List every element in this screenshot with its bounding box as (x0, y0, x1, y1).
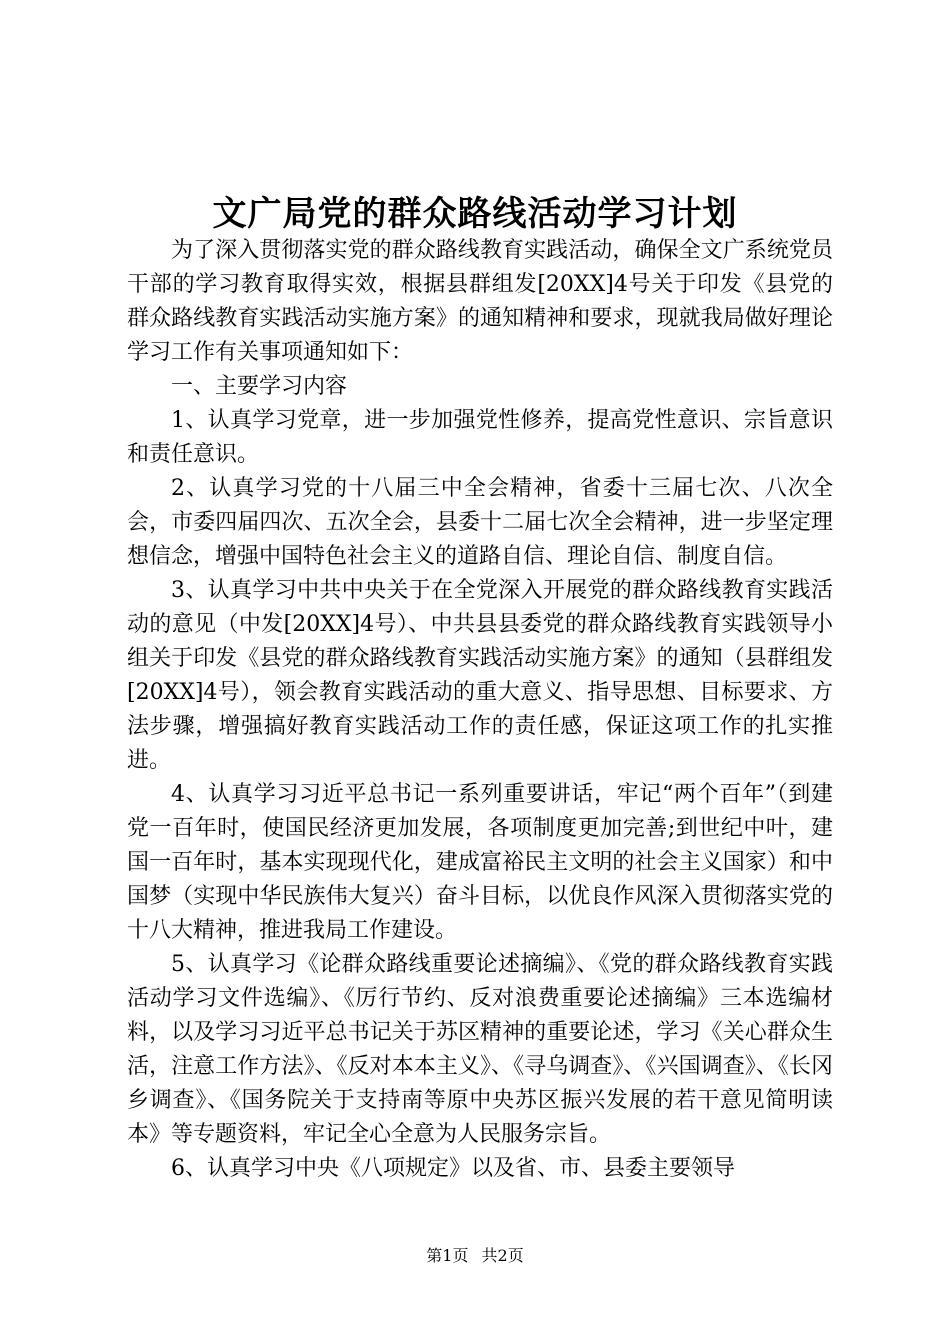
list-item: 3、认真学习中共中央关于在全党深入开展党的群众路线教育实践活动的意见（中发[20XX]4号）、中共县县委党的群众路线教育实践领导小组关于印发《县党的群众路线教育实践活动实施方案》的通知（县群组发[20XX]4号），领会教育实践活动的重大意义、指导思想、目标要求、方法步骤，增强搞好教育实践活动工作的责任感，保证这项工作的扎实推进。 (127, 578, 833, 773)
page-total: 共2页 (481, 1246, 524, 1265)
section-heading: 一、主要学习内容 (171, 374, 348, 399)
list-item: 4、认真学习习近平总书记一系列重要讲话，牢记“两个百年”（到建党一百年时，使国民经济更加发展，各项制度更加完善;到世纪中叶，建国一百年时，基本实现现代化，建成富裕民主文明的社会主义国家）和中国梦（实现中华民族伟大复兴）奋斗目标，以优良作风深入贯彻落实党的十八大精神，推进我局工作建设。 (127, 782, 833, 943)
page-footer (0, 1243, 950, 1266)
intro-paragraph: 为了深入贯彻落实党的群众路线教育实践活动，确保全文广系统党员干部的学习教育取得实效，根据县群组发[20XX]4号关于印发《县党的群众路线教育实践活动实施方案》的通知精神和要求，现就我局做好理论学习工作有关事项通知如下： (127, 238, 833, 365)
list-item: 1、认真学习党章，进一步加强党性修养，提高党性意识、宗旨意识和责任意识。 (127, 408, 833, 467)
document-title: 文广局党的群众路线活动学习计划 (212, 194, 738, 234)
page-number: 第1页 (426, 1246, 469, 1265)
document-body (127, 234, 833, 1186)
list-item: 6、认真学习中央《八项规定》以及省、市、县委主要领导 (171, 1156, 735, 1181)
list-item: 2、认真学习党的十八届三中全会精神，省委十三届七次、八次全会，市委四届四次、五次全会，县委十二届七次全会精神，进一步坚定理想信念，增强中国特色社会主义的道路自信、理论自信、制度自信。 (127, 476, 833, 569)
list-item: 5、认真学习《论群众路线重要论述摘编》、《党的群众路线教育实践活动学习文件选编》、《厉行节约、反对浪费重要论述摘编》三本选编材料，以及学习习近平总书记关于苏区精神的重要论述，学习《关心群众生活，注意工作方法》、《反对本本主义》、《寻乌调查》、《兴国调查》、《长冈乡调查》、《国务院关于支持南等原中央苏区振兴发展的若干意见简明读本》等专题资料，牢记全心全意为人民服务宗旨。 (127, 952, 833, 1147)
